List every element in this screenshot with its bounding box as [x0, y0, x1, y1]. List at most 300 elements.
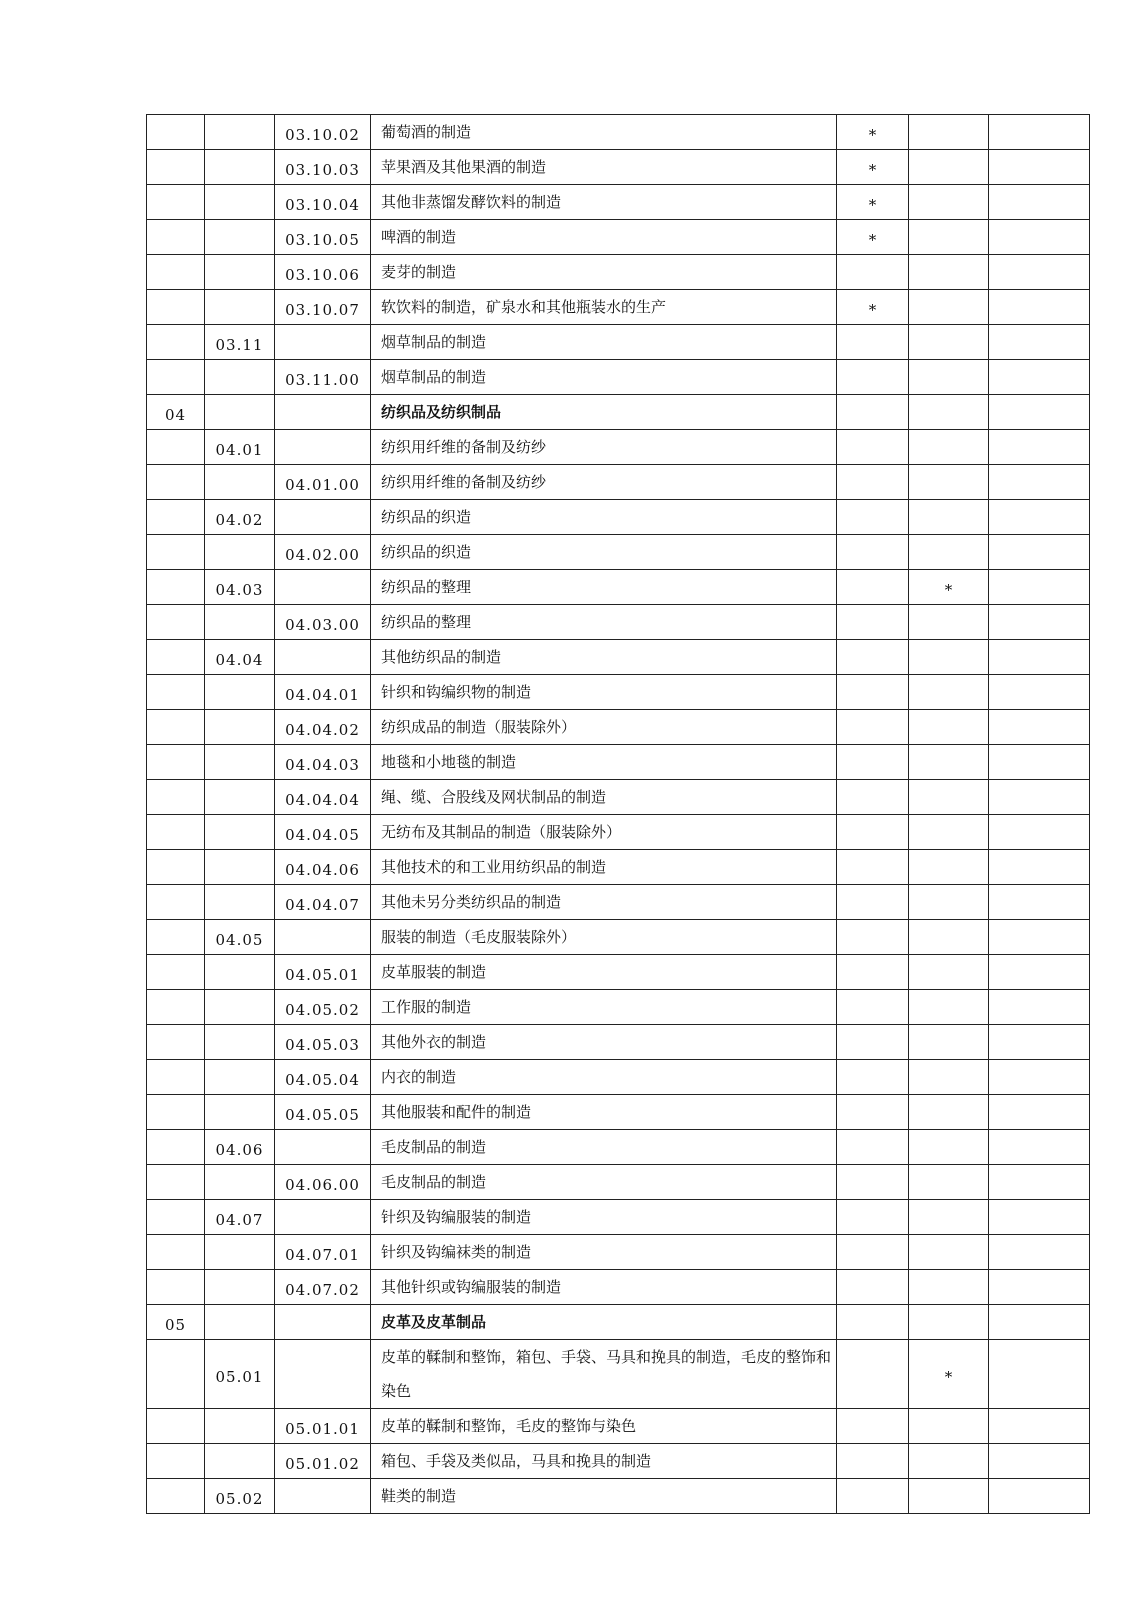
mark-cell-2 [909, 360, 989, 395]
mark-cell-2 [909, 640, 989, 675]
class-code-cell: 04.04.02 [275, 710, 371, 745]
class-code-cell: 04.04.01 [275, 675, 371, 710]
mark-cell-2: * [909, 1340, 989, 1409]
mark-cell-2 [909, 290, 989, 325]
mark-cell-1 [837, 710, 909, 745]
blank-cell [989, 150, 1090, 185]
mark-cell-2 [909, 605, 989, 640]
blank-cell [989, 955, 1090, 990]
mark-cell-2 [909, 395, 989, 430]
mark-cell-2 [909, 1165, 989, 1200]
mark-cell-2 [909, 850, 989, 885]
blank-cell [989, 290, 1090, 325]
table-row [147, 885, 1090, 920]
mark-cell-2 [909, 815, 989, 850]
section-code-cell [147, 465, 205, 500]
blank-cell [989, 430, 1090, 465]
class-code-cell: 04.01.00 [275, 465, 371, 500]
mark-cell-2 [909, 185, 989, 220]
mark-cell-2 [909, 780, 989, 815]
table-row [147, 1095, 1090, 1130]
mark-cell-2: * [909, 570, 989, 605]
class-code-cell [275, 325, 371, 360]
section-code-cell [147, 325, 205, 360]
section-code-cell [147, 1095, 205, 1130]
class-code-cell: 04.02.00 [275, 535, 371, 570]
class-code-cell [275, 395, 371, 430]
section-code-cell [147, 675, 205, 710]
table-row [147, 535, 1090, 570]
blank-cell [989, 465, 1090, 500]
class-code-cell: 03.11.00 [275, 360, 371, 395]
mark-cell-1 [837, 1235, 909, 1270]
section-code-cell [147, 1060, 205, 1095]
table-row [147, 675, 1090, 710]
blank-cell [989, 1025, 1090, 1060]
class-code-cell [275, 1200, 371, 1235]
blank-cell [989, 1200, 1090, 1235]
description-cell: 服装的制造（毛皮服装除外） [371, 920, 837, 955]
description-cell: 纺织品的整理 [371, 570, 837, 605]
blank-cell [989, 1444, 1090, 1479]
blank-cell [989, 535, 1090, 570]
blank-cell [989, 710, 1090, 745]
class-code-cell: 04.04.05 [275, 815, 371, 850]
description-cell: 纺织品的整理 [371, 605, 837, 640]
group-code-cell: 03.11 [205, 325, 275, 360]
group-code-cell [205, 395, 275, 430]
group-code-cell: 04.06 [205, 1130, 275, 1165]
class-code-cell: 03.10.04 [275, 185, 371, 220]
class-code-cell: 04.03.00 [275, 605, 371, 640]
description-cell: 其他服装和配件的制造 [371, 1095, 837, 1130]
table-row [147, 815, 1090, 850]
mark-cell-1 [837, 1305, 909, 1340]
mark-cell-1 [837, 1095, 909, 1130]
blank-cell [989, 990, 1090, 1025]
mark-cell-2 [909, 535, 989, 570]
class-code-cell: 04.05.02 [275, 990, 371, 1025]
table-row [147, 1444, 1090, 1479]
table-body [147, 115, 1090, 1514]
section-code-cell [147, 640, 205, 675]
mark-cell-1 [837, 1409, 909, 1444]
section-code-cell [147, 150, 205, 185]
class-code-cell: 03.10.03 [275, 150, 371, 185]
description-cell: 软饮料的制造，矿泉水和其他瓶装水的生产 [371, 290, 837, 325]
section-code-cell [147, 1270, 205, 1305]
mark-cell-1 [837, 745, 909, 780]
class-code-cell: 03.10.07 [275, 290, 371, 325]
blank-cell [989, 850, 1090, 885]
mark-cell-2 [909, 1479, 989, 1514]
class-code-cell: 04.04.07 [275, 885, 371, 920]
group-code-cell [205, 990, 275, 1025]
table-row [147, 325, 1090, 360]
blank-cell [989, 1130, 1090, 1165]
section-code-cell [147, 1130, 205, 1165]
section-code-cell [147, 1235, 205, 1270]
section-code-cell [147, 500, 205, 535]
blank-cell [989, 1235, 1090, 1270]
mark-cell-1: * [837, 290, 909, 325]
section-code-cell [147, 1165, 205, 1200]
blank-cell [989, 780, 1090, 815]
table-row [147, 255, 1090, 290]
blank-cell [989, 185, 1090, 220]
mark-cell-1 [837, 675, 909, 710]
group-code-cell [205, 1095, 275, 1130]
mark-cell-1 [837, 360, 909, 395]
table-row [147, 150, 1090, 185]
description-cell: 皮革服装的制造 [371, 955, 837, 990]
blank-cell [989, 640, 1090, 675]
table-row [147, 1060, 1090, 1095]
table-row [147, 290, 1090, 325]
table-row [147, 1270, 1090, 1305]
group-code-cell [205, 1165, 275, 1200]
section-code-cell [147, 1025, 205, 1060]
description-cell: 烟草制品的制造 [371, 360, 837, 395]
description-cell: 其他针织或钩编服装的制造 [371, 1270, 837, 1305]
group-code-cell: 04.07 [205, 1200, 275, 1235]
description-cell: 烟草制品的制造 [371, 325, 837, 360]
section-code-cell [147, 710, 205, 745]
mark-cell-1 [837, 640, 909, 675]
class-code-cell: 04.05.05 [275, 1095, 371, 1130]
blank-cell [989, 920, 1090, 955]
class-code-cell: 03.10.02 [275, 115, 371, 150]
description-cell: 纺织品及纺织制品 [371, 395, 837, 430]
class-code-cell: 04.04.06 [275, 850, 371, 885]
description-cell: 地毯和小地毯的制造 [371, 745, 837, 780]
section-code-cell [147, 920, 205, 955]
class-code-cell: 03.10.05 [275, 220, 371, 255]
mark-cell-1 [837, 465, 909, 500]
mark-cell-2 [909, 1200, 989, 1235]
group-code-cell [205, 605, 275, 640]
mark-cell-2 [909, 1095, 989, 1130]
mark-cell-1 [837, 1270, 909, 1305]
blank-cell [989, 605, 1090, 640]
mark-cell-1 [837, 570, 909, 605]
blank-cell [989, 815, 1090, 850]
group-code-cell [205, 465, 275, 500]
section-code-cell [147, 570, 205, 605]
table-row [147, 500, 1090, 535]
description-cell: 啤酒的制造 [371, 220, 837, 255]
blank-cell [989, 255, 1090, 290]
group-code-cell [205, 1025, 275, 1060]
blank-cell [989, 1479, 1090, 1514]
blank-cell [989, 1095, 1090, 1130]
blank-cell [989, 885, 1090, 920]
mark-cell-1 [837, 1025, 909, 1060]
section-code-cell [147, 1479, 205, 1514]
group-code-cell [205, 850, 275, 885]
mark-cell-1 [837, 1340, 909, 1409]
mark-cell-2 [909, 255, 989, 290]
section-code-cell [147, 255, 205, 290]
description-cell: 皮革的鞣制和整饰，毛皮的整饰与染色 [371, 1409, 837, 1444]
blank-cell [989, 1340, 1090, 1409]
description-cell: 纺织品的织造 [371, 500, 837, 535]
table-row [147, 115, 1090, 150]
group-code-cell [205, 255, 275, 290]
mark-cell-2 [909, 1130, 989, 1165]
table-row [147, 1130, 1090, 1165]
table-row [147, 745, 1090, 780]
group-code-cell [205, 185, 275, 220]
class-code-cell [275, 430, 371, 465]
blank-cell [989, 325, 1090, 360]
class-code-cell [275, 570, 371, 605]
table-row [147, 1479, 1090, 1514]
section-code-cell [147, 360, 205, 395]
mark-cell-2 [909, 1235, 989, 1270]
mark-cell-1 [837, 255, 909, 290]
group-code-cell [205, 1270, 275, 1305]
blank-cell [989, 1409, 1090, 1444]
mark-cell-2 [909, 1270, 989, 1305]
description-cell: 纺织成品的制造（服装除外） [371, 710, 837, 745]
table-row [147, 955, 1090, 990]
table-row [147, 1340, 1090, 1409]
class-code-cell [275, 500, 371, 535]
mark-cell-2 [909, 1444, 989, 1479]
section-code-cell [147, 220, 205, 255]
group-code-cell: 04.04 [205, 640, 275, 675]
description-cell: 苹果酒及其他果酒的制造 [371, 150, 837, 185]
group-code-cell [205, 150, 275, 185]
mark-cell-2 [909, 745, 989, 780]
group-code-cell [205, 675, 275, 710]
classification-table [146, 114, 1090, 1514]
table-row [147, 185, 1090, 220]
description-cell: 毛皮制品的制造 [371, 1130, 837, 1165]
mark-cell-2 [909, 885, 989, 920]
table-row [147, 605, 1090, 640]
mark-cell-2 [909, 920, 989, 955]
description-cell: 其他技术的和工业用纺织品的制造 [371, 850, 837, 885]
class-code-cell: 04.07.01 [275, 1235, 371, 1270]
class-code-cell [275, 640, 371, 675]
description-cell: 纺织品的织造 [371, 535, 837, 570]
group-code-cell: 05.01 [205, 1340, 275, 1409]
mark-cell-1 [837, 780, 909, 815]
mark-cell-2 [909, 1025, 989, 1060]
section-code-cell [147, 815, 205, 850]
mark-cell-1 [837, 325, 909, 360]
mark-cell-1 [837, 1130, 909, 1165]
description-cell: 其他外衣的制造 [371, 1025, 837, 1060]
mark-cell-2 [909, 710, 989, 745]
table-row [147, 395, 1090, 430]
group-code-cell [205, 1305, 275, 1340]
group-code-cell [205, 1235, 275, 1270]
description-cell: 纺织用纤维的备制及纺纱 [371, 430, 837, 465]
description-cell: 无纺布及其制品的制造（服装除外） [371, 815, 837, 850]
group-code-cell [205, 1444, 275, 1479]
mark-cell-2 [909, 990, 989, 1025]
mark-cell-2 [909, 325, 989, 360]
group-code-cell: 04.01 [205, 430, 275, 465]
table-row [147, 920, 1090, 955]
mark-cell-1 [837, 1479, 909, 1514]
section-code-cell [147, 430, 205, 465]
blank-cell [989, 1060, 1090, 1095]
blank-cell [989, 395, 1090, 430]
group-code-cell [205, 220, 275, 255]
class-code-cell: 04.04.03 [275, 745, 371, 780]
mark-cell-2 [909, 465, 989, 500]
group-code-cell [205, 955, 275, 990]
blank-cell [989, 220, 1090, 255]
description-cell: 纺织用纤维的备制及纺纱 [371, 465, 837, 500]
mark-cell-2 [909, 220, 989, 255]
table-row [147, 360, 1090, 395]
description-cell: 皮革及皮革制品 [371, 1305, 837, 1340]
description-cell: 毛皮制品的制造 [371, 1165, 837, 1200]
section-code-cell [147, 290, 205, 325]
class-code-cell: 04.05.03 [275, 1025, 371, 1060]
mark-cell-2 [909, 955, 989, 990]
section-code-cell [147, 605, 205, 640]
section-code-cell: 04 [147, 395, 205, 430]
description-cell: 其他纺织品的制造 [371, 640, 837, 675]
description-cell: 内衣的制造 [371, 1060, 837, 1095]
class-code-cell: 04.04.04 [275, 780, 371, 815]
class-code-cell: 04.07.02 [275, 1270, 371, 1305]
section-code-cell [147, 780, 205, 815]
table-row [147, 990, 1090, 1025]
blank-cell [989, 1305, 1090, 1340]
table-row [147, 1409, 1090, 1444]
blank-cell [989, 675, 1090, 710]
group-code-cell [205, 360, 275, 395]
mark-cell-1 [837, 850, 909, 885]
group-code-cell [205, 535, 275, 570]
mark-cell-1 [837, 1444, 909, 1479]
section-code-cell [147, 955, 205, 990]
description-cell: 针织及钩编服装的制造 [371, 1200, 837, 1235]
mark-cell-1 [837, 605, 909, 640]
table-row [147, 430, 1090, 465]
section-code-cell [147, 885, 205, 920]
blank-cell [989, 1165, 1090, 1200]
mark-cell-1 [837, 535, 909, 570]
section-code-cell [147, 535, 205, 570]
blank-cell [989, 360, 1090, 395]
group-code-cell [205, 815, 275, 850]
table-row [147, 465, 1090, 500]
mark-cell-2 [909, 500, 989, 535]
group-code-cell [205, 745, 275, 780]
table-row [147, 640, 1090, 675]
class-code-cell [275, 1130, 371, 1165]
section-code-cell [147, 1409, 205, 1444]
section-code-cell [147, 1200, 205, 1235]
mark-cell-1 [837, 1200, 909, 1235]
section-code-cell [147, 850, 205, 885]
group-code-cell [205, 885, 275, 920]
class-code-cell: 03.10.06 [275, 255, 371, 290]
mark-cell-1: * [837, 220, 909, 255]
table-row [147, 570, 1090, 605]
mark-cell-2 [909, 1409, 989, 1444]
description-cell: 其他未另分类纺织品的制造 [371, 885, 837, 920]
group-code-cell [205, 115, 275, 150]
group-code-cell: 04.05 [205, 920, 275, 955]
class-code-cell: 05.01.01 [275, 1409, 371, 1444]
class-code-cell [275, 1340, 371, 1409]
mark-cell-1 [837, 500, 909, 535]
section-code-cell [147, 1444, 205, 1479]
table-row [147, 1305, 1090, 1340]
section-code-cell [147, 1340, 205, 1409]
description-cell: 针织和钩编织物的制造 [371, 675, 837, 710]
description-cell: 麦芽的制造 [371, 255, 837, 290]
blank-cell [989, 115, 1090, 150]
mark-cell-1 [837, 815, 909, 850]
table-row [147, 1235, 1090, 1270]
description-cell: 其他非蒸馏发酵饮料的制造 [371, 185, 837, 220]
section-code-cell [147, 990, 205, 1025]
mark-cell-1 [837, 430, 909, 465]
group-code-cell: 04.02 [205, 500, 275, 535]
mark-cell-2 [909, 1305, 989, 1340]
table-row [147, 850, 1090, 885]
description-cell: 箱包、手袋及类似品，马具和挽具的制造 [371, 1444, 837, 1479]
group-code-cell [205, 710, 275, 745]
table-row [147, 780, 1090, 815]
description-cell: 针织及钩编袜类的制造 [371, 1235, 837, 1270]
table-row [147, 1025, 1090, 1060]
section-code-cell [147, 745, 205, 780]
mark-cell-1 [837, 1060, 909, 1095]
description-cell: 葡萄酒的制造 [371, 115, 837, 150]
group-code-cell: 04.03 [205, 570, 275, 605]
mark-cell-1 [837, 395, 909, 430]
group-code-cell [205, 1060, 275, 1095]
group-code-cell: 05.02 [205, 1479, 275, 1514]
mark-cell-1 [837, 920, 909, 955]
mark-cell-2 [909, 675, 989, 710]
description-cell: 皮革的鞣制和整饰，箱包、手袋、马具和挽具的制造，毛皮的整饰和染色 [371, 1340, 837, 1409]
mark-cell-2 [909, 1060, 989, 1095]
mark-cell-1: * [837, 185, 909, 220]
blank-cell [989, 500, 1090, 535]
mark-cell-2 [909, 430, 989, 465]
group-code-cell [205, 290, 275, 325]
class-code-cell [275, 1305, 371, 1340]
section-code-cell [147, 185, 205, 220]
group-code-cell [205, 1409, 275, 1444]
blank-cell [989, 1270, 1090, 1305]
class-code-cell [275, 920, 371, 955]
table-row [147, 220, 1090, 255]
section-code-cell: 05 [147, 1305, 205, 1340]
group-code-cell [205, 780, 275, 815]
class-code-cell: 04.06.00 [275, 1165, 371, 1200]
mark-cell-1 [837, 1165, 909, 1200]
blank-cell [989, 745, 1090, 780]
section-code-cell [147, 115, 205, 150]
description-cell: 工作服的制造 [371, 990, 837, 1025]
mark-cell-1 [837, 955, 909, 990]
class-code-cell: 05.01.02 [275, 1444, 371, 1479]
class-code-cell [275, 1479, 371, 1514]
